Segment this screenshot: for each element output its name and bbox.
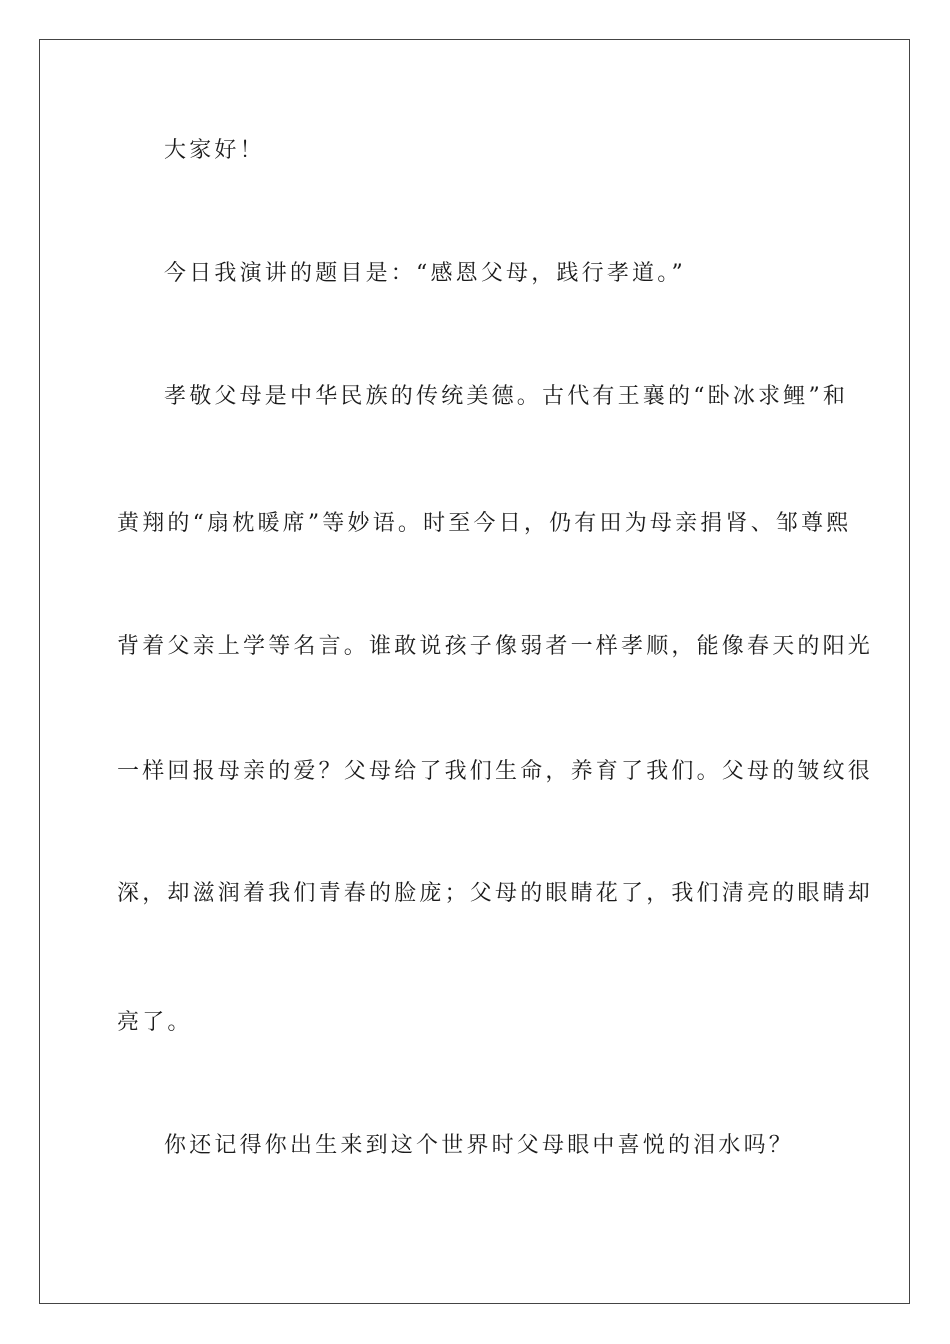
- paragraph-line: 背着父亲上学等名言。谁敢说孩子像弱者一样孝顺，能像春天的阳光: [117, 634, 874, 659]
- question-line: 你还记得你出生来到这个世界时父母眼中喜悦的泪水吗？: [164, 1133, 795, 1158]
- paragraph-line: 亮了。: [117, 1010, 193, 1035]
- topic-line: 今日我演讲的题目是：“感恩父母，践行孝道。”: [164, 261, 686, 286]
- paragraph-line: 孝敬父母是中华民族的传统美德。古代有王襄的“卧冰求鲤”和: [164, 384, 849, 409]
- page-border: [39, 39, 910, 1304]
- greeting-line: 大家好！: [164, 138, 265, 163]
- paragraph-line: 一样回报母亲的爱？父母给了我们生命，养育了我们。父母的皱纹很: [117, 759, 874, 784]
- paragraph-line: 黄翔的“扇枕暖席”等妙语。时至今日，仍有田为母亲捐肾、邹尊熙: [117, 511, 852, 536]
- paragraph-line: 深，却滋润着我们青春的脸庞；父母的眼睛花了，我们清亮的眼睛却: [117, 881, 874, 906]
